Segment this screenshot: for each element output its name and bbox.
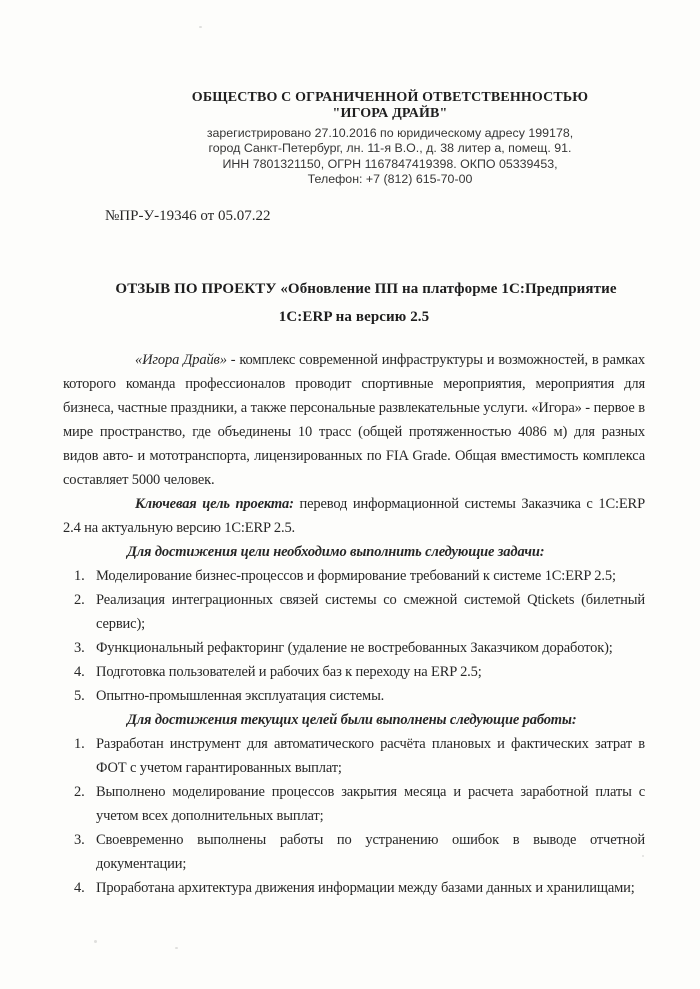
scan-speck: [94, 940, 97, 943]
task-item: [63, 660, 645, 684]
task-item-text: Подготовка пользователей и рабочих баз к переходу на ERP 2.5;: [96, 663, 482, 680]
org-details: [135, 126, 645, 188]
scan-speck: [199, 26, 202, 28]
work-item-number: 1.: [74, 735, 85, 752]
works-list: [63, 732, 645, 900]
scan-speck: [175, 947, 178, 949]
org-name-line-2: "ИГОРА ДРАЙВ": [332, 106, 448, 121]
goal-text: перевод информационной системы Заказчика с 1С:ERP 2.4 на актуальную версию 1С:ERP 2.5.: [63, 495, 645, 536]
task-item-text: Реализация интеграционных связей системы со смежной системой Qtickets (билетный сервис);: [96, 591, 645, 632]
task-item-text: Моделирование бизнес-процессов и формирование требований к системе 1С:ERP 2.5;: [96, 567, 616, 584]
task-item-text: Функциональный рефакторинг (удаление не востребованных Заказчиком доработок);: [96, 639, 613, 656]
org-details-line-3: ИНН 7801321150, ОГРН 1167847419398. ОКПО 05339453,: [222, 156, 558, 171]
letterhead: [135, 90, 645, 188]
document-title-line-1: ОТЗЫВ ПО ПРОЕКТУ «Обновление ПП на платформе 1С:Предприятие: [115, 280, 617, 297]
task-item-text: Опытно-промышленная эксплуатация системы.: [96, 687, 385, 704]
task-item: [63, 636, 645, 660]
work-item-number: 4.: [74, 879, 85, 896]
document-body: [63, 348, 645, 900]
work-item: [63, 876, 645, 900]
document-number: №ПР-У-19346 от 05.07.22: [105, 207, 271, 224]
task-item-number: 5.: [74, 687, 85, 704]
org-details-line-1: зарегистрировано 27.10.2016 по юридическому адресу 199178,: [206, 126, 574, 140]
org-details-line-2: город Санкт-Петербург, лн. 11-я В.О., д. 38 литер а, помещ. 91.: [208, 141, 572, 156]
goal-label: Ключевая цель проекта:: [135, 495, 294, 512]
work-item: [63, 828, 645, 876]
task-item-number: 1.: [74, 567, 85, 584]
task-item-number: 4.: [74, 663, 85, 680]
task-item: [63, 564, 645, 588]
tasks-list: [63, 564, 645, 708]
tasks-heading: Для достижения цели необходимо выполнить следующие задачи:: [127, 543, 545, 560]
org-details-line-4: Телефон: +7 (812) 615-70-00: [307, 172, 473, 187]
document-title-line-2: 1С:ERP на версию 2.5: [278, 308, 430, 325]
task-item: [63, 588, 645, 636]
org-name-line-1: ОБЩЕСТВО С ОГРАНИЧЕННОЙ ОТВЕТСТВЕННОСТЬЮ: [191, 90, 589, 105]
task-item: [63, 684, 645, 708]
goal-paragraph: [63, 492, 645, 540]
work-item: [63, 780, 645, 828]
work-item-text: Своевременно выполнены работы по устранению ошибок в выводе отчетной документации;: [96, 831, 645, 872]
work-item-text: Проработана архитектура движения информации между базами данных и хранилищами;: [96, 879, 635, 896]
document-title: [63, 275, 645, 331]
task-item-number: 2.: [74, 591, 85, 608]
work-item-text: Выполнено моделирование процессов закрытия месяца и расчета заработной платы с учетом всех дополнительных выплат;: [96, 783, 645, 824]
work-item-number: 2.: [74, 783, 85, 800]
work-item-number: 3.: [74, 831, 85, 848]
task-item-number: 3.: [74, 639, 85, 656]
intro-paragraph: [63, 348, 645, 492]
intro-text: - комплекс современной инфраструктуры и возможностей, в рамках которого команда профессионалов проводит спортивные мероприятия, мероприятия для бизнеса, частные праздники, а также персональные развлекательные услуги. «Игора» - первое в мире пространство, где объединены 10 трасс (общей протяженностью 4086 м) для разных видов авто- и мототранспорта, лицензированных по FIA Grade. Общая вместимость комплекса составляет 5000 человек.: [63, 351, 645, 488]
work-item: [63, 732, 645, 780]
intro-lead: «Игора Драйв»: [135, 351, 227, 368]
works-heading: Для достижения текущих целей были выполнены следующие работы:: [127, 711, 577, 728]
work-item-text: Разработан инструмент для автоматического расчёта плановых и фактических затрат в ФОТ с учетом гарантированных выплат;: [96, 735, 645, 776]
